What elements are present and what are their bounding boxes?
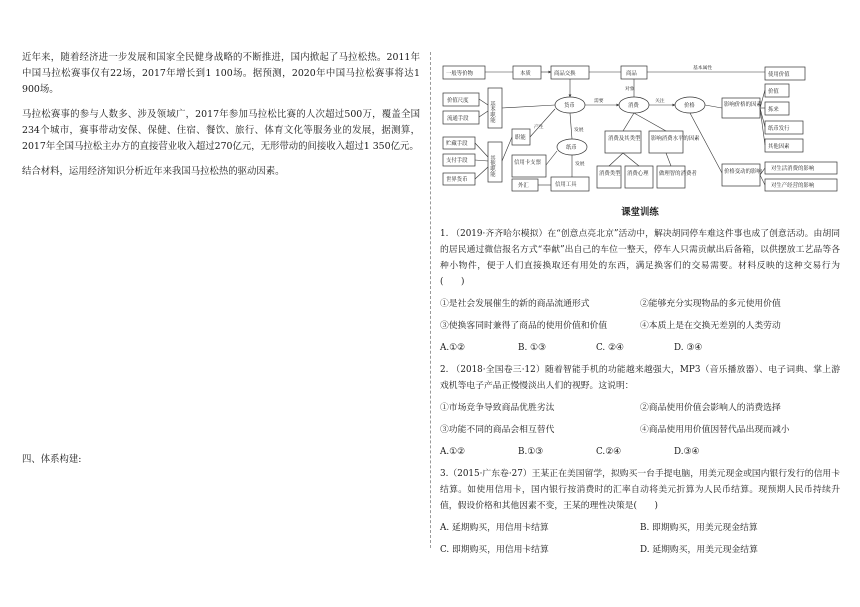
practice-title: 课堂训练 [621, 207, 659, 218]
box-commodity-exchange: 商品交换 [554, 71, 576, 77]
box-price-factors: 影响价格的因素 [724, 102, 762, 108]
box-price-change-effects: 价格变动的影响 [724, 169, 762, 175]
label-need: 需要 [594, 99, 604, 104]
box-value-measure: 价值尺度 [447, 98, 469, 104]
node-price: 价格 [684, 103, 695, 109]
box-foreign-exchange: 外汇 [518, 183, 529, 189]
box-other-functions: 其他职能 [489, 155, 495, 177]
question-1-stem: 1. （2019·齐齐哈尔模拟）在“创意点亮北京”活动中，解决胡同停车难这件事也成了创意活动。由胡同的居民通过微信报名方式“奉献”出自己的车位一整天，停车人只需贡献出后备箱，以供摆放工艺品等各种小物件，便于人们直接换取还有用处的东西，满足换客们的交易需要。材料反映的这种交易行为( ) [440, 229, 840, 287]
question-2-answer-b: B.①③ [518, 447, 544, 457]
box-commodity: 商品 [626, 71, 637, 77]
column-divider [430, 52, 431, 548]
question-3-answer-c: C. 即期购买，用信用卡结算 [440, 545, 549, 555]
box-circulation-means: 流通手段 [447, 116, 469, 122]
box-other-factors: 其他因素 [768, 144, 790, 150]
section-heading-system: 四、体系构建: [22, 454, 82, 465]
box-effect-on-consumption: 对生活消费的影响 [771, 166, 815, 172]
box-effect-on-production: 对生产经营的影响 [771, 183, 815, 189]
box-storage-means: 贮藏手段 [446, 141, 468, 147]
node-currency: 货币 [564, 103, 575, 109]
box-value: 价值 [768, 89, 779, 95]
question-2-option-2: ②商品使用价值会影响人的消费选择 [640, 403, 781, 413]
box-functions: 职能 [515, 135, 526, 141]
concept-map-diagram [438, 53, 843, 195]
paragraph-question-prompt: 结合材料，运用经济知识分析近年来我国马拉松热的驱动因素。 [22, 166, 285, 177]
box-credit-card-check: 信用卡支票 [514, 160, 541, 166]
box-payment-means: 支付手段 [446, 158, 468, 164]
question-2-answer-c: C.②④ [596, 447, 621, 457]
question-2-answer-d: D.③④ [674, 447, 700, 457]
label-produce: 产生 [534, 125, 544, 130]
box-supply-demand: 拣来 [768, 107, 779, 113]
box-use-value: 使用价值 [768, 72, 790, 78]
box-consumption-psychology: 消费心理 [627, 171, 649, 177]
box-paper-money-issue: 纸币发行 [768, 126, 790, 132]
question-1-option-3: ③使换客同时兼得了商品的使用价值和价值 [440, 321, 608, 331]
question-2-answer-a: A.①② [440, 447, 465, 457]
label-concern: 关注 [655, 99, 665, 104]
question-1-answer-b: B. ①③ [518, 343, 546, 353]
question-3 [440, 466, 840, 558]
question-3-stem: 3.（2015·广东卷·27）王某正在美国留学，拟购买一台手提电脑，用美元现金或国内银行发行的信用卡结算。如使用信用卡，国内银行按消费时的汇率自动将美元折算为人民币结算。现预期人民币持续升值，假设价格和其他因素不变，王某的理性决策是( ) [440, 469, 840, 511]
node-consumption: 消费 [628, 103, 639, 109]
node-paper-money: 纸币 [566, 145, 577, 151]
box-consumption-type: 消费类型 [599, 171, 621, 177]
question-1 [440, 226, 840, 356]
paragraph-marathon-growth: 近年来，随着经济进一步发展和国家全民健身战略的不断推进，国内掀起了马拉松热。2011年中国马拉松赛事仅有22场，2017年增长到1 100场。据预测，2020年中国马拉松赛事将达1 900场。 [22, 52, 420, 95]
box-consumption-level-factors: 影响消费水平的因素 [651, 136, 700, 142]
question-1-answer-d: D. ③④ [674, 343, 703, 353]
question-2-option-4: ④商品使用用价值因替代品出现而减小 [640, 425, 790, 435]
practice-section [440, 205, 840, 564]
box-rational-consumer: 做理智的消费者 [659, 171, 697, 177]
label-develop: 发展 [574, 128, 584, 133]
box-essence: 本质 [520, 71, 531, 77]
box-credit-instruments: 信用工具 [555, 182, 577, 188]
question-2-stem: 2. （2018·全国卷三·12）随着智能手机的功能越来越强大，MP3（音乐播放器）、电子词典、掌上游戏机等电子产品正慢慢淡出人们的视野。这说明： [440, 365, 840, 391]
question-3-answer-d: D. 延期购买，用美元现金结算 [640, 545, 758, 555]
question-2-option-1: ①市场竞争导致商品优胜劣汰 [440, 403, 555, 413]
box-basic-functions: 基本职能 [489, 101, 495, 123]
box-general-equivalent: 一般等价物 [446, 71, 473, 77]
label-basic-attribute: 基本属性 [693, 66, 713, 71]
label-object: 对象 [625, 87, 635, 92]
question-1-answer-c: C. ②④ [596, 343, 624, 353]
question-2-option-3: ③功能不同的商品会相互替代 [440, 425, 555, 435]
paragraph-marathon-impact: 马拉松赛事的参与人数多、涉及领域广，2017年参加马拉松比赛的人次超过500万，覆盖全国234个城市，赛事带动安保、保健、住宿、餐饮、旅行、体育文化等服务业的发展，据测算，2017年全国马拉松主办方的直接营业收入超过270亿元，无形带动的间接收入超过1 350亿元。 [22, 109, 420, 152]
left-column [22, 50, 420, 189]
question-2 [440, 362, 840, 460]
label-develop-2: 发展 [575, 162, 585, 167]
question-1-option-4: ④本质上是在交换无差别的人类劳动 [640, 321, 781, 331]
question-1-option-2: ②能够充分实现物品的多元使用价值 [640, 299, 781, 309]
question-3-answer-a: A. 延期购买，用信用卡结算 [440, 523, 549, 533]
question-1-answer-a: A.①② [440, 343, 465, 353]
question-3-answer-b: B. 即期购买，用美元现金结算 [640, 523, 758, 533]
question-1-option-1: ①是社会发展催生的新的商品流通形式 [440, 299, 590, 309]
box-world-currency: 世界货币 [446, 177, 468, 183]
box-consumption-types: 消费及其类型 [608, 136, 641, 142]
